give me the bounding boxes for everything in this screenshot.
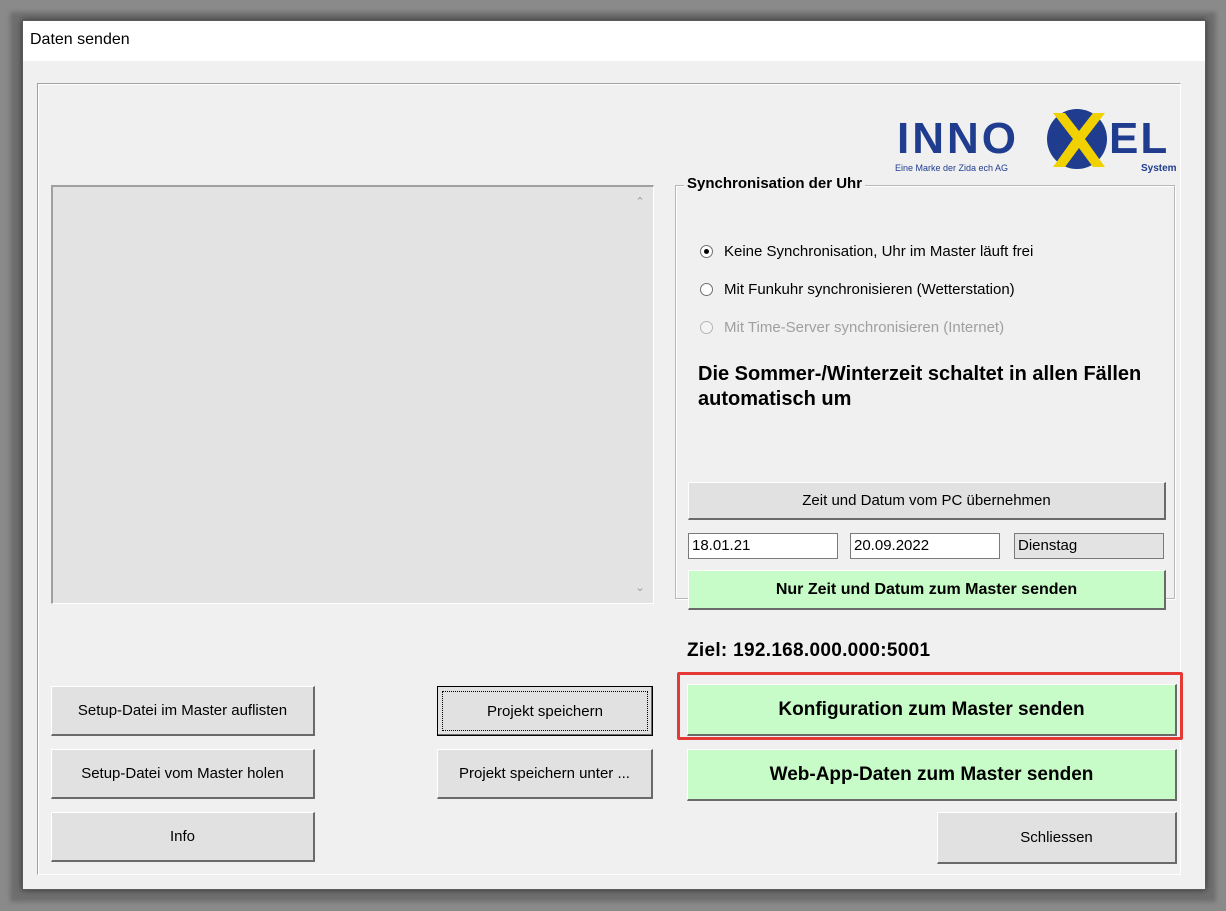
save-project-as-label: Projekt speichern unter ...	[459, 765, 630, 782]
radio-timeserver-label: Mit Time-Server synchronisieren (Internet)	[724, 318, 1005, 336]
radio-funkuhr-control[interactable]	[700, 283, 713, 296]
focus-rectangle	[442, 691, 648, 731]
sync-groupbox	[675, 175, 1175, 599]
radio-funkuhr-label: Mit Funkuhr synchronisieren (Wetterstation)	[724, 280, 1015, 298]
title-bar[interactable]	[23, 21, 1205, 61]
output-textarea[interactable]	[51, 185, 654, 604]
list-setup-label: Setup-Datei im Master auflisten	[77, 702, 288, 719]
logo-text-right: EL	[1109, 114, 1170, 163]
send-config-label: Konfiguration zum Master senden	[778, 698, 1085, 720]
take-pc-time-label: Zeit und Datum vom PC übernehmen	[802, 492, 1051, 509]
window-title: Daten senden	[30, 31, 130, 48]
time-field[interactable]: 18.01.21	[688, 533, 838, 559]
radio-timeserver-control	[700, 321, 713, 334]
send-webapp-button[interactable]	[687, 749, 1177, 801]
close-label: Schliessen	[1020, 829, 1093, 846]
scroll-down-icon[interactable]: ⌄	[635, 582, 645, 594]
radio-no-sync-control[interactable]	[700, 245, 713, 258]
radio-funkuhr[interactable]	[700, 277, 1015, 301]
radio-no-sync-label: Keine Synchronisation, Uhr im Master läuft frei	[724, 242, 1034, 260]
radio-no-sync[interactable]	[700, 239, 1033, 263]
logo-text-left: INNO	[897, 114, 1019, 163]
scroll-up-icon[interactable]: ⌃	[635, 196, 645, 208]
take-pc-time-button[interactable]	[688, 482, 1166, 520]
logo-subtitle: System	[1141, 163, 1177, 174]
save-project-as-button[interactable]	[437, 749, 653, 799]
list-setup-button[interactable]	[51, 686, 315, 736]
innoxel-logo	[895, 101, 1185, 191]
send-time-date-button[interactable]	[688, 570, 1166, 610]
weekday-field: Dienstag	[1014, 533, 1164, 559]
info-label: Info	[169, 828, 196, 845]
get-setup-button[interactable]	[51, 749, 315, 799]
save-project-label: Projekt speichern	[487, 702, 603, 720]
logo-x-emblem	[1047, 109, 1107, 169]
dialog-window	[22, 20, 1206, 890]
send-time-date-label: Nur Zeit und Datum zum Master senden	[775, 580, 1078, 598]
radio-selected-dot	[704, 249, 709, 254]
date-field[interactable]: 20.09.2022	[850, 533, 1000, 559]
radio-timeserver	[700, 315, 1004, 339]
info-button[interactable]	[51, 812, 315, 862]
close-button[interactable]	[937, 812, 1177, 864]
target-address: Ziel: 192.168.000.000:5001	[687, 640, 931, 661]
save-project-button[interactable]	[437, 686, 653, 736]
logo-tagline: Eine Marke der Zida ech AG	[895, 163, 1009, 173]
highlight-box	[677, 672, 1183, 740]
sync-group-legend: Synchronisation der Uhr	[684, 175, 865, 192]
send-webapp-label: Web-App-Daten zum Master senden	[769, 763, 1094, 785]
dst-note: Die Sommer-/Winterzeit schaltet in allen Fällen automatisch um	[698, 363, 1142, 410]
get-setup-label: Setup-Datei vom Master holen	[81, 765, 284, 782]
